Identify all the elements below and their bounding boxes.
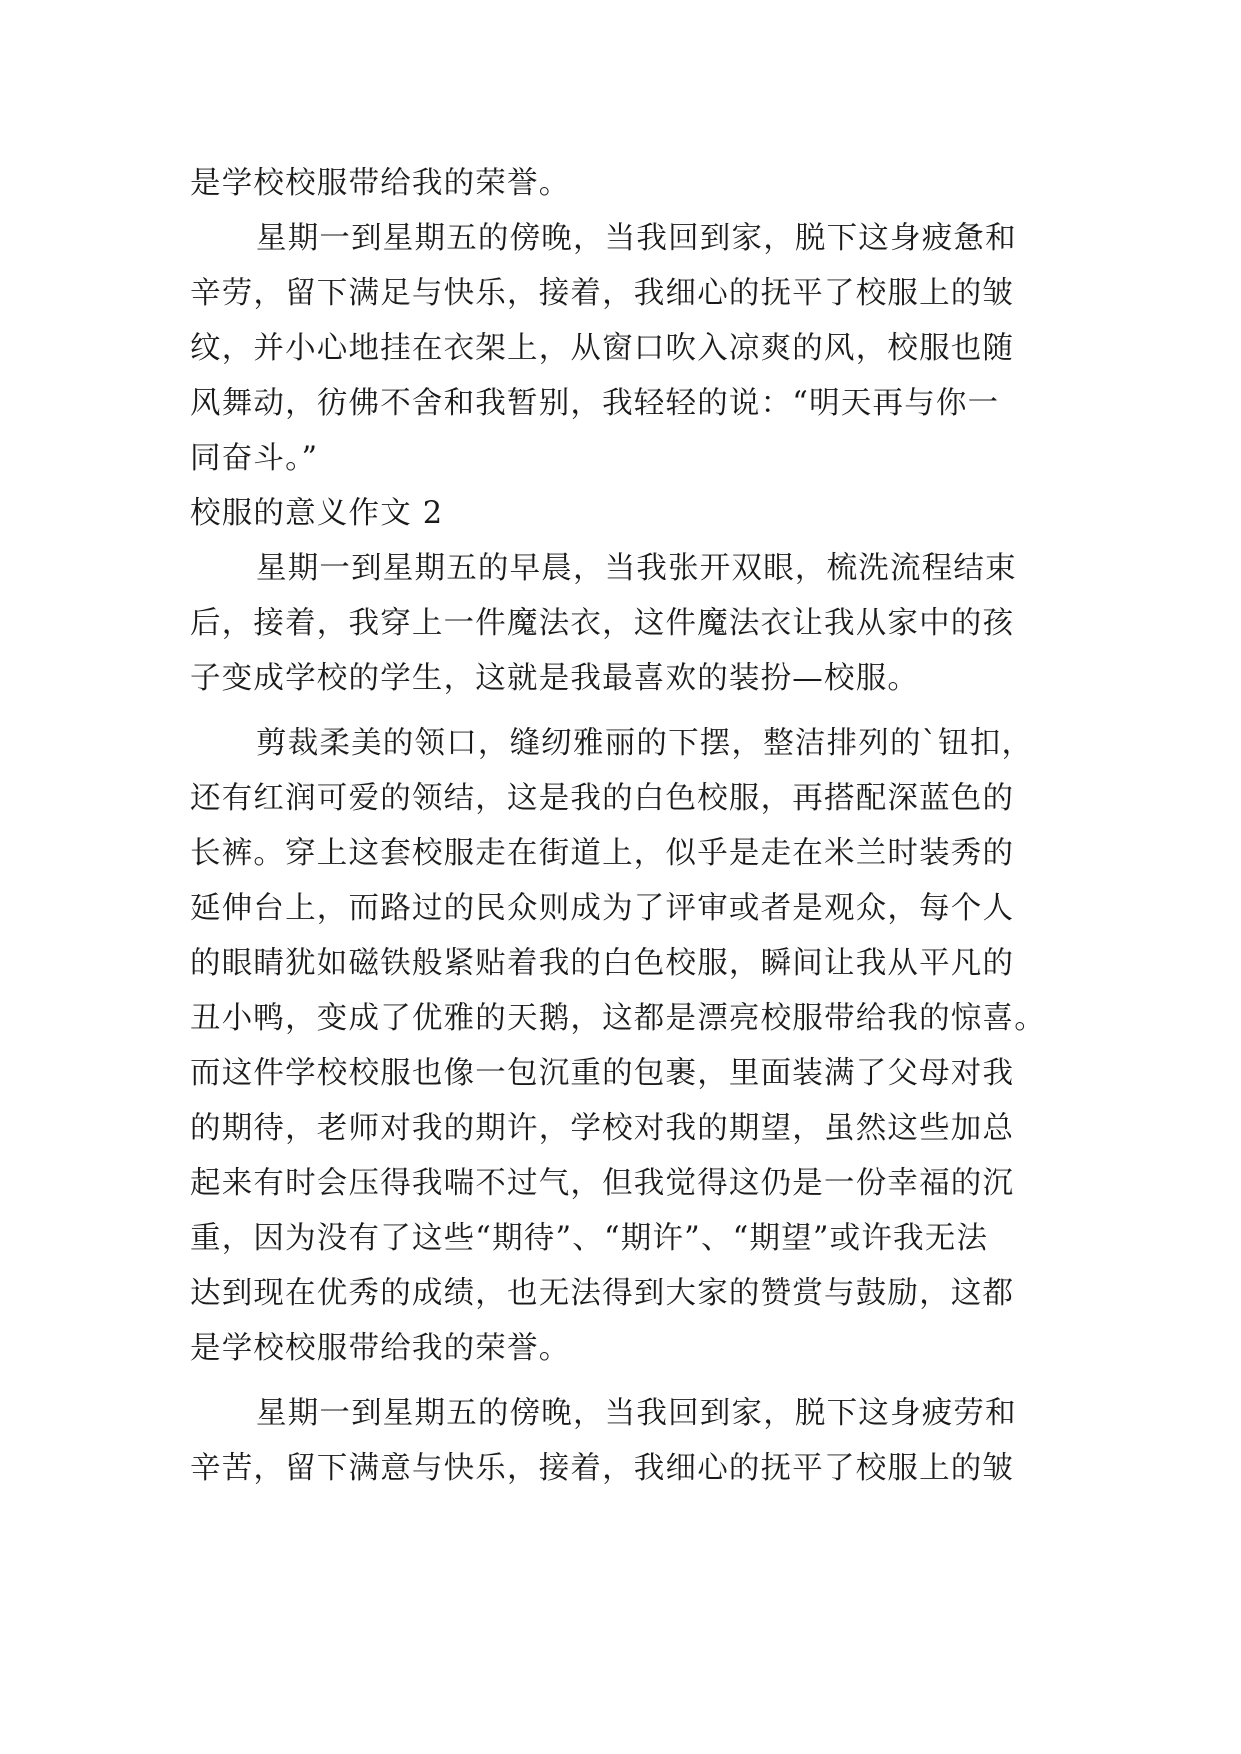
text-line: 星期一到星期五的傍晚，当我回到家，脱下这身疲惫和 [256, 221, 1017, 256]
section-heading: 校服的意义作文 2 [190, 496, 444, 531]
text-line: 延伸台上，而路过的民众则成为了评审或者是观众，每个人 [190, 891, 1015, 926]
text-line: 风舞动，彷佛不舍和我暂别，我轻轻的说：“明天再与你一 [190, 386, 1000, 421]
text-line: 重，因为没有了这些“期待”、“期许”、“期望”或许我无法 [190, 1221, 989, 1256]
text-line: 辛苦，留下满意与快乐，接着，我细心的抚平了校服上的皱 [190, 1451, 1015, 1486]
text-line: 纹，并小心地挂在衣架上，从窗口吹入凉爽的风，校服也随 [190, 331, 1015, 366]
text-line: 还有红润可爱的领结，这是我的白色校服，再搭配深蓝色的 [190, 781, 1015, 816]
text-line: 的期待，老师对我的期许，学校对我的期望，虽然这些加总 [190, 1111, 1015, 1146]
text-line: 丑小鸭，变成了优雅的天鹅，这都是漂亮校服带给我的惊喜。 [190, 1001, 1046, 1036]
text-line: 是学校校服带给我的荣誉。 [190, 1331, 571, 1366]
text-line: 起来有时会压得我喘不过气，但我觉得这仍是一份幸福的沉 [190, 1166, 1015, 1201]
text-line: 长裤。穿上这套校服走在街道上，似乎是走在米兰时装秀的 [190, 836, 1015, 871]
text-line: 剪裁柔美的领口，缝纫雅丽的下摆，整洁排列的`钮扣， [256, 726, 1034, 761]
text-line: 辛劳，留下满足与快乐，接着，我细心的抚平了校服上的皱 [190, 276, 1015, 311]
text-line: 子变成学校的学生，这就是我最喜欢的装扮—校服。 [190, 661, 920, 696]
text-line: 同奋斗。” [190, 441, 319, 476]
text-line: 后，接着，我穿上一件魔法衣，这件魔法衣让我从家中的孩 [190, 606, 1015, 641]
text-line: 达到现在优秀的成绩，也无法得到大家的赞赏与鼓励，这都 [190, 1276, 1015, 1311]
text-line: 星期一到星期五的早晨，当我张开双眼，梳洗流程结束 [256, 551, 1017, 586]
text-line: 的眼睛犹如磁铁般紧贴着我的白色校服，瞬间让我从平凡的 [190, 946, 1015, 981]
text-line: 而这件学校校服也像一包沉重的包裹，里面装满了父母对我 [190, 1056, 1015, 1091]
text-line: 星期一到星期五的傍晚，当我回到家，脱下这身疲劳和 [256, 1396, 1017, 1431]
text-line: 是学校校服带给我的荣誉。 [190, 166, 571, 201]
